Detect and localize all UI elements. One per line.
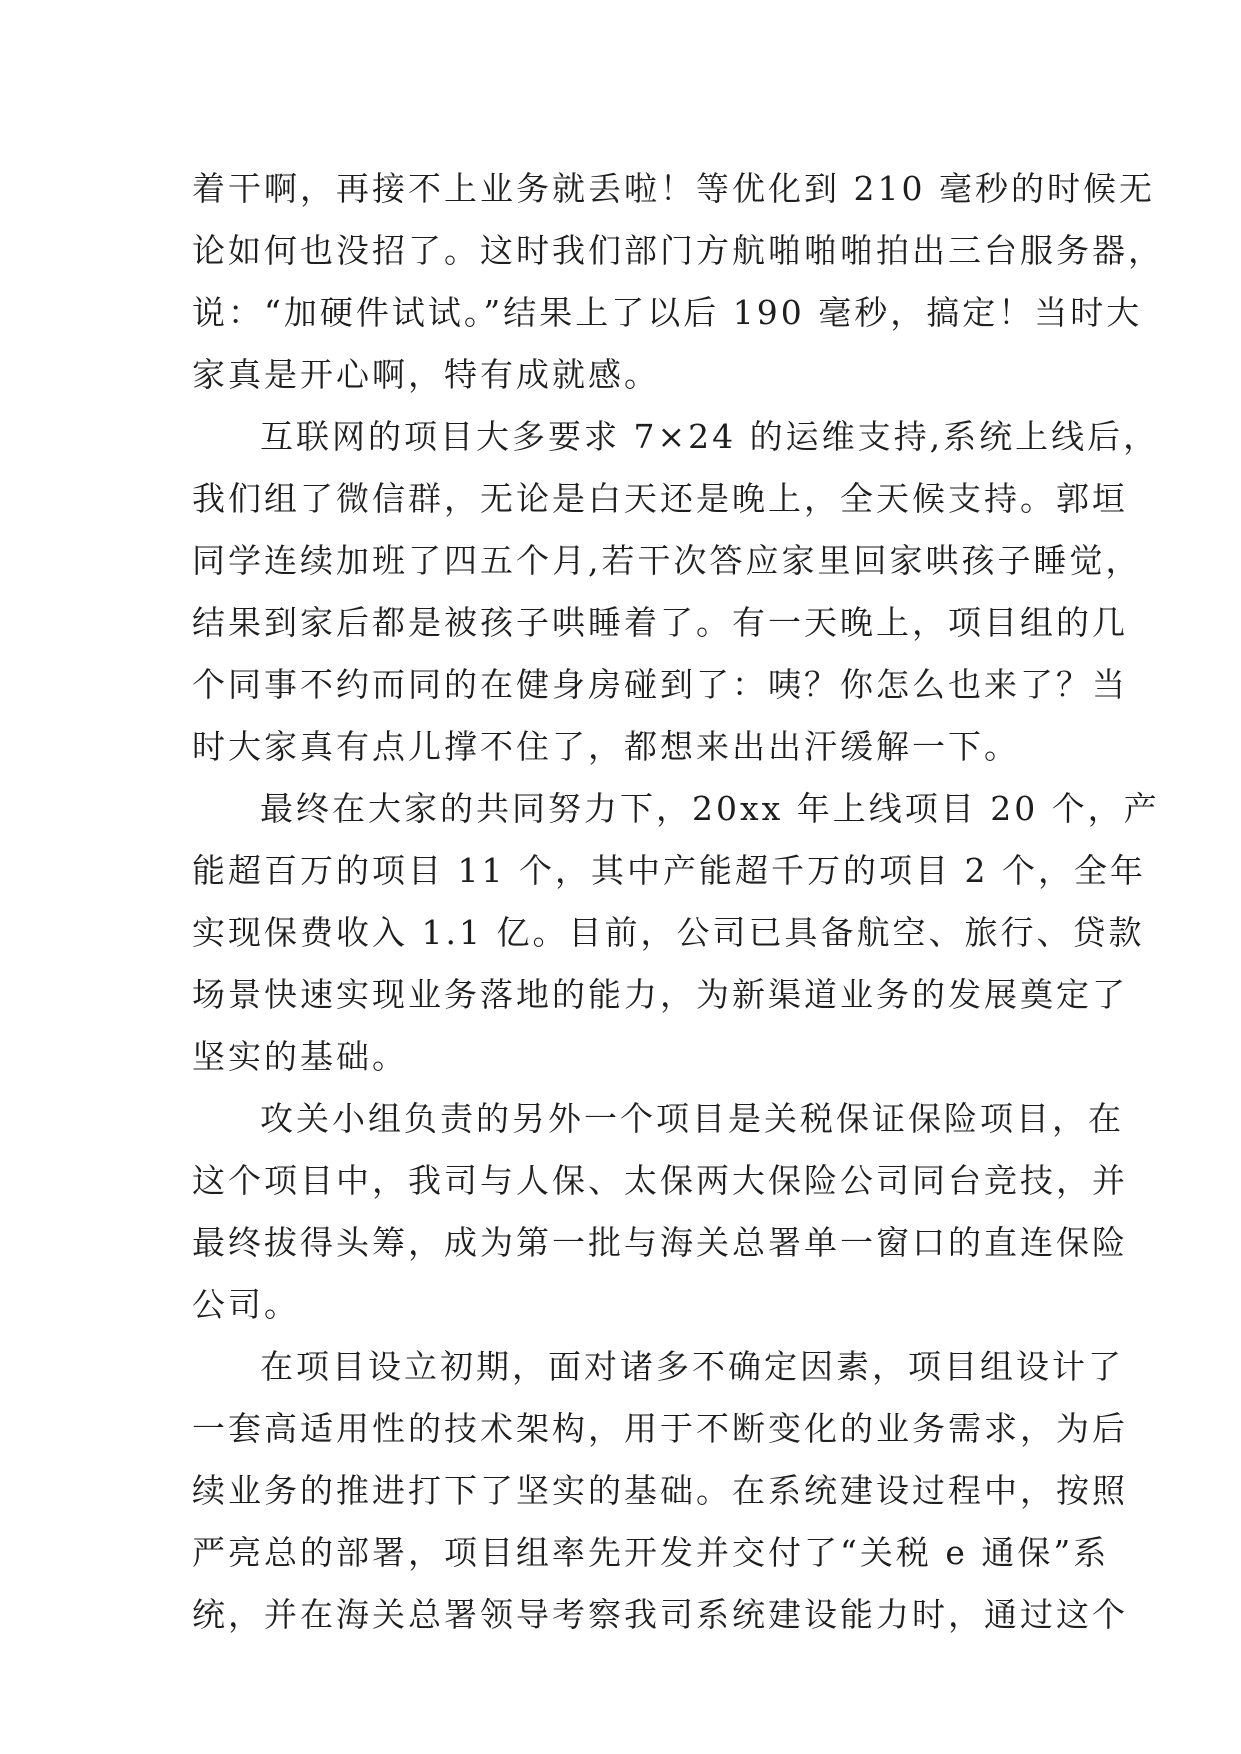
text-line: 家真是开心啊，特有成就感。 xyxy=(192,355,660,394)
text-line: 一套高适用性的技术架构，用于不断变化的业务需求，为后 xyxy=(192,1409,1128,1448)
text-line: 续业务的推进打下了坚实的基础。在系统建设过程中，按照 xyxy=(192,1471,1128,1510)
paragraph-first-line: 互联网的项目大多要求 7×24 的运维支持,系统上线后， xyxy=(260,417,1160,456)
text-line: 能超百万的项目 11 个，其中产能超千万的项目 2 个，全年 xyxy=(192,851,1146,890)
paragraph-first-line: 在项目设立初期，面对诸多不确定因素，项目组设计了 xyxy=(260,1347,1124,1386)
text-line: 实现保费收入 1.1 亿。目前，公司已具备航空、旅行、贷款 xyxy=(192,913,1145,952)
text-line: 最终拔得头筹，成为第一批与海关总署单一窗口的直连保险 xyxy=(192,1223,1128,1262)
text-line: 同学连续加班了四五个月,若干次答应家里回家哄孩子睡觉， xyxy=(192,541,1142,580)
paragraph-first-line: 攻关小组负责的另外一个项目是关税保证保险项目，在 xyxy=(260,1099,1124,1138)
text-line: 场景快速实现业务落地的能力，为新渠道业务的发展奠定了 xyxy=(192,975,1128,1014)
text-line: 公司。 xyxy=(192,1285,300,1324)
text-line: 结果到家后都是被孩子哄睡着了。有一天晚上，项目组的几 xyxy=(192,603,1128,642)
text-line: 这个项目中，我司与人保、太保两大保险公司同台竞技，并 xyxy=(192,1161,1128,1200)
text-line: 论如何也没招了。这时我们部门方航啪啪啪拍出三台服务器， xyxy=(192,231,1164,270)
paragraph-first-line: 最终在大家的共同努力下，20xx 年上线项目 20 个，产 xyxy=(260,789,1160,828)
text-line: 统，并在海关总署领导考察我司系统建设能力时，通过这个 xyxy=(192,1595,1128,1634)
text-line: 我们组了微信群，无论是白天还是晚上，全天候支持。郭垣 xyxy=(192,479,1128,518)
text-line: 着干啊，再接不上业务就丢啦！等优化到 210 毫秒的时候无 xyxy=(192,169,1155,208)
text-line: 时大家真有点儿撑不住了，都想来出出汗缓解一下。 xyxy=(192,727,1020,766)
text-line: 说：“加硬件试试。”结果上了以后 190 毫秒，搞定！当时大 xyxy=(192,293,1143,332)
body-text xyxy=(192,158,1164,1646)
text-line: 严亮总的部署，项目组率先开发并交付了“关税 e 通保”系 xyxy=(192,1533,1110,1572)
text-line: 个同事不约而同的在健身房碰到了：咦？你怎么也来了？当 xyxy=(192,665,1128,704)
text-line: 坚实的基础。 xyxy=(192,1037,408,1076)
